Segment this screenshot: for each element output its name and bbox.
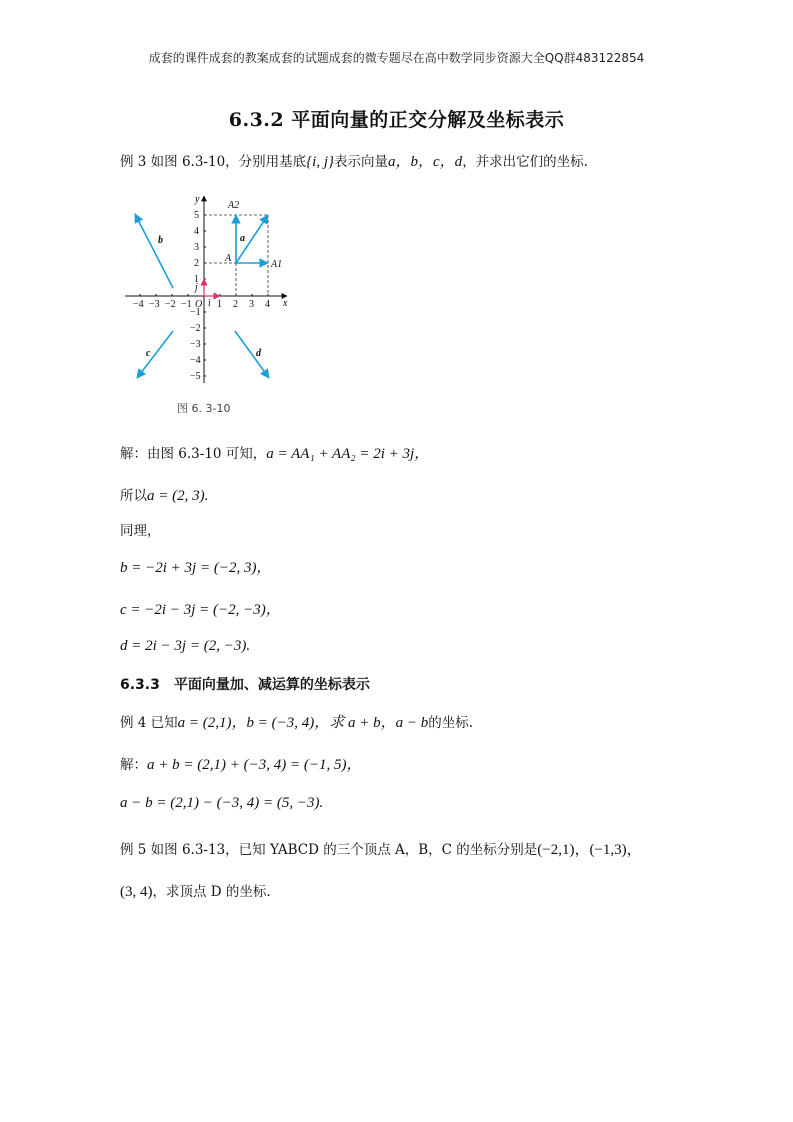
y-tick: 3: [194, 242, 199, 253]
origin-label: O: [195, 299, 203, 310]
sol3-l2-prefix: 所以: [120, 488, 147, 504]
ex3-mid: 表示向量: [334, 154, 389, 170]
x-tick: −3: [149, 299, 160, 310]
sol3-l2-math: a = (2, 3).: [147, 488, 209, 504]
vector-b: [135, 214, 173, 288]
point-A: A: [225, 253, 232, 264]
solution-3-b: b = −2i + 3j = (−2, 3)，: [120, 560, 272, 576]
vector-figure: [115, 188, 305, 423]
point-A2: A2: [228, 200, 240, 211]
y-tick: −5: [190, 371, 201, 382]
solution-3-line-1: [120, 442, 429, 463]
x-axis-label: x: [283, 298, 288, 309]
sol3-l1-math: a = AA₁ + AA₂ = 2i + 3j，: [266, 446, 430, 462]
y-tick: −1: [190, 307, 201, 318]
y-tick: −2: [190, 323, 201, 334]
example-5-line-1: [120, 838, 642, 859]
vector-c: [137, 331, 173, 378]
label-d: d: [256, 348, 261, 359]
ex5-l1-math: (−2,1)，(−1,3)，: [537, 842, 642, 858]
solution-3-c: c = −2i − 3j = (−2, −3)，: [120, 602, 281, 618]
x-tick: −4: [133, 299, 144, 310]
y-axis-label: y: [195, 194, 200, 205]
x-tick: 3: [249, 299, 254, 310]
solution-3-line-3: 同理，: [120, 523, 161, 539]
ex4-math: a = (2,1)，b = (−3, 4)，求 a + b，a − b: [177, 715, 429, 731]
y-tick: 4: [194, 226, 199, 237]
ex4-suffix: 的坐标.: [428, 715, 474, 731]
example-5-line-2: [120, 880, 271, 901]
page-title: 6.3.2 平面向量的正交分解及坐标表示: [228, 109, 565, 131]
figure-caption: 图 6. 3-10: [177, 402, 231, 415]
x-tick: −2: [165, 299, 176, 310]
y-tick: 2: [194, 258, 199, 269]
vector-d: [235, 331, 269, 378]
y-tick: −4: [190, 355, 201, 366]
label-i: i: [208, 298, 211, 309]
ex3-basis: {i, j}: [306, 154, 335, 170]
solution-4-line-1: [120, 753, 361, 774]
ex5-l1: 例 5 如图 6.3-13，已知 YABCD 的三个顶点 A，B，C 的坐标分别是: [120, 842, 538, 858]
solution-3-line-2: [120, 484, 208, 505]
ex3-suffix: ，并求出它们的坐标.: [462, 154, 588, 170]
y-tick: 5: [194, 210, 199, 221]
sol4-l1-prefix: 解：: [120, 757, 147, 773]
y-tick: −3: [190, 339, 201, 350]
ex5-l2-suffix: ，求顶点 D 的坐标.: [152, 884, 271, 900]
point-A1: A1: [271, 259, 283, 270]
sol3-l1-prefix: 解：由图 6.3-10 可知，: [120, 446, 267, 462]
label-b: b: [158, 235, 163, 246]
x-tick: 4: [265, 299, 270, 310]
ex5-l2-math: (3, 4): [120, 884, 153, 900]
sol4-l1-math: a + b = (2,1) + (−3, 4) = (−1, 5)，: [147, 757, 362, 773]
ex3-vectors: a，b，c，d: [388, 154, 463, 170]
page-header: 成套的课件成套的教案成套的试题成套的微专题尽在高中数学同步资源大全QQ群483122854: [148, 51, 645, 65]
x-tick: 2: [233, 299, 238, 310]
solution-3-d: d = 2i − 3j = (2, −3).: [120, 638, 251, 654]
section-heading: 6.3.3 平面向量加、减运算的坐标表示: [120, 677, 370, 693]
ex3-prefix: 例 3 如图 6.3-10，分别用基底: [120, 154, 307, 170]
x-tick: −1: [181, 299, 192, 310]
ex4-prefix: 例 4 已知: [120, 715, 178, 731]
y-tick: 1: [194, 274, 199, 285]
solution-4-line-2: a − b = (2,1) − (−3, 4) = (5, −3).: [120, 795, 324, 811]
example-3-line: [120, 150, 588, 171]
example-4-line: [120, 711, 473, 732]
label-a: a: [240, 233, 245, 244]
label-j: j: [195, 282, 198, 293]
x-tick: 1: [217, 299, 222, 310]
label-c: c: [146, 348, 151, 359]
